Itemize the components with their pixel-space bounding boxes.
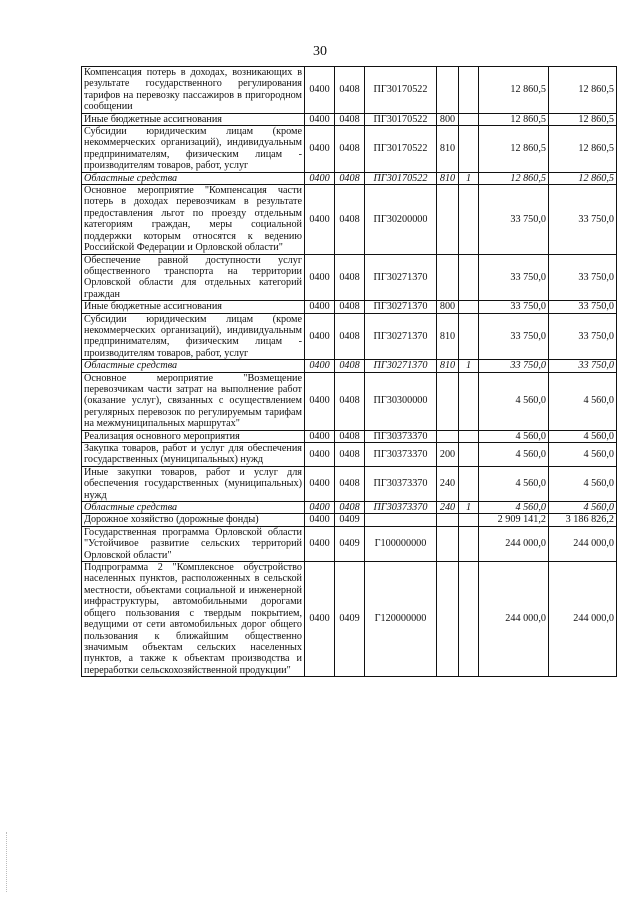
cell-amount-year-2: 4 560,0 (549, 430, 617, 442)
cell-section: 0400 (305, 526, 335, 561)
cell-name: Областные средства (82, 502, 305, 514)
cell-funding-source (459, 126, 479, 173)
cell-amount-year-2: 33 750,0 (549, 301, 617, 313)
cell-subsection: 0408 (335, 185, 365, 254)
cell-funding-source (459, 67, 479, 114)
cell-name: Реализация основного мероприятия (82, 430, 305, 442)
cell-subsection: 0408 (335, 313, 365, 360)
budget-table-body (82, 67, 617, 677)
cell-amount-year-1: 4 560,0 (479, 466, 549, 501)
cell-name: Основное мероприятие "Компенсация части потерь в доходах перевозчикам в результате предоставления льгот по проезду отдельным категориям граждан, меры социальной поддержки которым относятся к ведению Российской Федерации и Орловской области" (82, 185, 305, 254)
cell-name: Дорожное хозяйство (дорожные фонды) (82, 514, 305, 526)
cell-subsection: 0408 (335, 372, 365, 430)
cell-subsection: 0409 (335, 526, 365, 561)
cell-target-article: ПГ30271370 (365, 301, 437, 313)
cell-target-article: ПГ30373370 (365, 430, 437, 442)
cell-subsection: 0408 (335, 126, 365, 173)
cell-section: 0400 (305, 562, 335, 677)
cell-expense-type: 800 (437, 301, 459, 313)
cell-expense-type: 240 (437, 466, 459, 501)
cell-target-article: ПГ30170522 (365, 126, 437, 173)
cell-amount-year-1: 12 860,5 (479, 113, 549, 125)
cell-funding-source (459, 430, 479, 442)
cell-expense-type: 200 (437, 443, 459, 467)
cell-expense-type: 800 (437, 113, 459, 125)
cell-amount-year-2: 4 560,0 (549, 443, 617, 467)
cell-funding-source (459, 185, 479, 254)
cell-target-article: ПГ30170522 (365, 172, 437, 184)
cell-section: 0400 (305, 466, 335, 501)
table-row (82, 67, 617, 114)
cell-target-article: ПГ30271370 (365, 313, 437, 360)
cell-subsection: 0408 (335, 466, 365, 501)
cell-subsection: 0408 (335, 301, 365, 313)
table-row (82, 430, 617, 442)
cell-name: Обеспечение равной доступности услуг общественного транспорта на территории Орловской области для отдельных категорий граждан (82, 254, 305, 301)
cell-subsection: 0408 (335, 502, 365, 514)
cell-name: Подпрограмма 2 "Комплексное обустройство населенных пунктов, расположенных в сельской местности, объектами социальной и инженерной инфраструктуры, автомобильными дорогами общего пользования с твердым покрытием, ведущими от сети автомобильных дорог общего пользования к ближайшим общественно значимым объектам сельских населенных пунктов, а также к объектам производства и переработки сельскохозяйственной продукции" (82, 562, 305, 677)
cell-amount-year-1: 33 750,0 (479, 360, 549, 372)
cell-funding-source (459, 526, 479, 561)
cell-subsection: 0409 (335, 514, 365, 526)
cell-section: 0400 (305, 430, 335, 442)
table-row (82, 514, 617, 526)
cell-subsection: 0408 (335, 443, 365, 467)
cell-expense-type: 240 (437, 502, 459, 514)
cell-target-article: ПГ30200000 (365, 185, 437, 254)
cell-target-article: Г120000000 (365, 562, 437, 677)
cell-amount-year-1: 2 909 141,2 (479, 514, 549, 526)
cell-section: 0400 (305, 360, 335, 372)
cell-amount-year-2: 4 560,0 (549, 466, 617, 501)
cell-target-article: ПГ30271370 (365, 360, 437, 372)
cell-name: Иные бюджетные ассигнования (82, 113, 305, 125)
cell-funding-source (459, 301, 479, 313)
cell-subsection: 0408 (335, 360, 365, 372)
cell-subsection: 0409 (335, 562, 365, 677)
cell-amount-year-1: 12 860,5 (479, 126, 549, 173)
cell-funding-source: 1 (459, 502, 479, 514)
cell-amount-year-2: 12 860,5 (549, 172, 617, 184)
cell-name: Государственная программа Орловской области "Устойчивое развитие сельских территорий Орловской области" (82, 526, 305, 561)
cell-amount-year-2: 4 560,0 (549, 372, 617, 430)
cell-name: Областные средства (82, 172, 305, 184)
table-row (82, 372, 617, 430)
cell-expense-type: 810 (437, 360, 459, 372)
cell-target-article: ПГ30300000 (365, 372, 437, 430)
table-row (82, 172, 617, 184)
cell-amount-year-1: 4 560,0 (479, 372, 549, 430)
cell-target-article: ПГ30373370 (365, 466, 437, 501)
cell-expense-type (437, 185, 459, 254)
cell-amount-year-1: 244 000,0 (479, 526, 549, 561)
cell-name: Областные средства (82, 360, 305, 372)
table-row (82, 113, 617, 125)
table-row (82, 301, 617, 313)
table-row (82, 313, 617, 360)
cell-expense-type (437, 514, 459, 526)
budget-table (81, 66, 617, 677)
cell-amount-year-2: 4 560,0 (549, 502, 617, 514)
cell-expense-type (437, 372, 459, 430)
cell-name: Компенсация потерь в доходах, возникающих в результате государственного регулирования тарифов на перевозку пассажиров в пригородном сообщении (82, 67, 305, 114)
cell-section: 0400 (305, 502, 335, 514)
cell-amount-year-2: 33 750,0 (549, 360, 617, 372)
cell-amount-year-2: 12 860,5 (549, 67, 617, 114)
cell-amount-year-1: 4 560,0 (479, 443, 549, 467)
cell-subsection: 0408 (335, 430, 365, 442)
scan-margin-mark (6, 832, 8, 892)
cell-expense-type (437, 67, 459, 114)
cell-section: 0400 (305, 254, 335, 301)
cell-target-article (365, 514, 437, 526)
cell-amount-year-2: 33 750,0 (549, 185, 617, 254)
cell-amount-year-1: 33 750,0 (479, 313, 549, 360)
cell-expense-type: 810 (437, 172, 459, 184)
cell-amount-year-1: 4 560,0 (479, 430, 549, 442)
cell-subsection: 0408 (335, 254, 365, 301)
cell-funding-source (459, 372, 479, 430)
cell-target-article: ПГ30170522 (365, 67, 437, 114)
cell-funding-source (459, 113, 479, 125)
table-row (82, 360, 617, 372)
cell-expense-type (437, 526, 459, 561)
cell-amount-year-1: 33 750,0 (479, 185, 549, 254)
cell-name: Субсидии юридическим лицам (кроме некоммерческих организаций), индивидуальным предпринимателям, физическим лицам - производителям товаров, работ, услуг (82, 126, 305, 173)
cell-subsection: 0408 (335, 172, 365, 184)
cell-funding-source (459, 514, 479, 526)
cell-amount-year-2: 244 000,0 (549, 526, 617, 561)
cell-amount-year-2: 12 860,5 (549, 113, 617, 125)
cell-expense-type (437, 562, 459, 677)
cell-funding-source: 1 (459, 360, 479, 372)
cell-section: 0400 (305, 67, 335, 114)
cell-target-article: ПГ30170522 (365, 113, 437, 125)
cell-expense-type (437, 430, 459, 442)
cell-section: 0400 (305, 126, 335, 173)
cell-amount-year-1: 12 860,5 (479, 67, 549, 114)
cell-target-article: ПГ30373370 (365, 502, 437, 514)
cell-funding-source (459, 466, 479, 501)
cell-amount-year-1: 12 860,5 (479, 172, 549, 184)
table-row (82, 126, 617, 173)
cell-subsection: 0408 (335, 67, 365, 114)
cell-amount-year-2: 244 000,0 (549, 562, 617, 677)
cell-amount-year-2: 33 750,0 (549, 313, 617, 360)
cell-funding-source (459, 254, 479, 301)
cell-amount-year-1: 244 000,0 (479, 562, 549, 677)
cell-target-article: ПГ30271370 (365, 254, 437, 301)
cell-expense-type (437, 254, 459, 301)
cell-target-article: ПГ30373370 (365, 443, 437, 467)
cell-section: 0400 (305, 514, 335, 526)
cell-amount-year-2: 12 860,5 (549, 126, 617, 173)
cell-name: Субсидии юридическим лицам (кроме некоммерческих организаций), индивидуальным предпринимателям, физическим лицам - производителям товаров, работ, услуг (82, 313, 305, 360)
cell-name: Закупка товаров, работ и услуг для обеспечения государственных (муниципальных) нужд (82, 443, 305, 467)
cell-funding-source: 1 (459, 172, 479, 184)
cell-section: 0400 (305, 113, 335, 125)
table-row (82, 443, 617, 467)
cell-section: 0400 (305, 301, 335, 313)
cell-name: Иные закупки товаров, работ и услуг для обеспечения государственных (муниципальных) нужд (82, 466, 305, 501)
cell-name: Иные бюджетные ассигнования (82, 301, 305, 313)
cell-amount-year-2: 3 186 826,2 (549, 514, 617, 526)
cell-expense-type: 810 (437, 126, 459, 173)
cell-section: 0400 (305, 372, 335, 430)
table-row (82, 526, 617, 561)
cell-target-article: Г100000000 (365, 526, 437, 561)
cell-subsection: 0408 (335, 113, 365, 125)
cell-section: 0400 (305, 313, 335, 360)
cell-funding-source (459, 562, 479, 677)
cell-amount-year-1: 33 750,0 (479, 254, 549, 301)
cell-name: Основное мероприятие "Возмещение перевозчикам части затрат на выполнение работ (оказание услуг), связанных с осуществлением регулярных перевозок по регулируемым тарифам на межмуниципальных маршрутах" (82, 372, 305, 430)
cell-section: 0400 (305, 443, 335, 467)
cell-funding-source (459, 313, 479, 360)
cell-amount-year-1: 33 750,0 (479, 301, 549, 313)
cell-section: 0400 (305, 185, 335, 254)
table-row (82, 562, 617, 677)
table-row (82, 254, 617, 301)
cell-expense-type: 810 (437, 313, 459, 360)
table-row (82, 502, 617, 514)
cell-amount-year-1: 4 560,0 (479, 502, 549, 514)
cell-section: 0400 (305, 172, 335, 184)
cell-funding-source (459, 443, 479, 467)
table-row (82, 185, 617, 254)
cell-amount-year-2: 33 750,0 (549, 254, 617, 301)
page-number: 30 (313, 44, 327, 59)
table-row (82, 466, 617, 501)
